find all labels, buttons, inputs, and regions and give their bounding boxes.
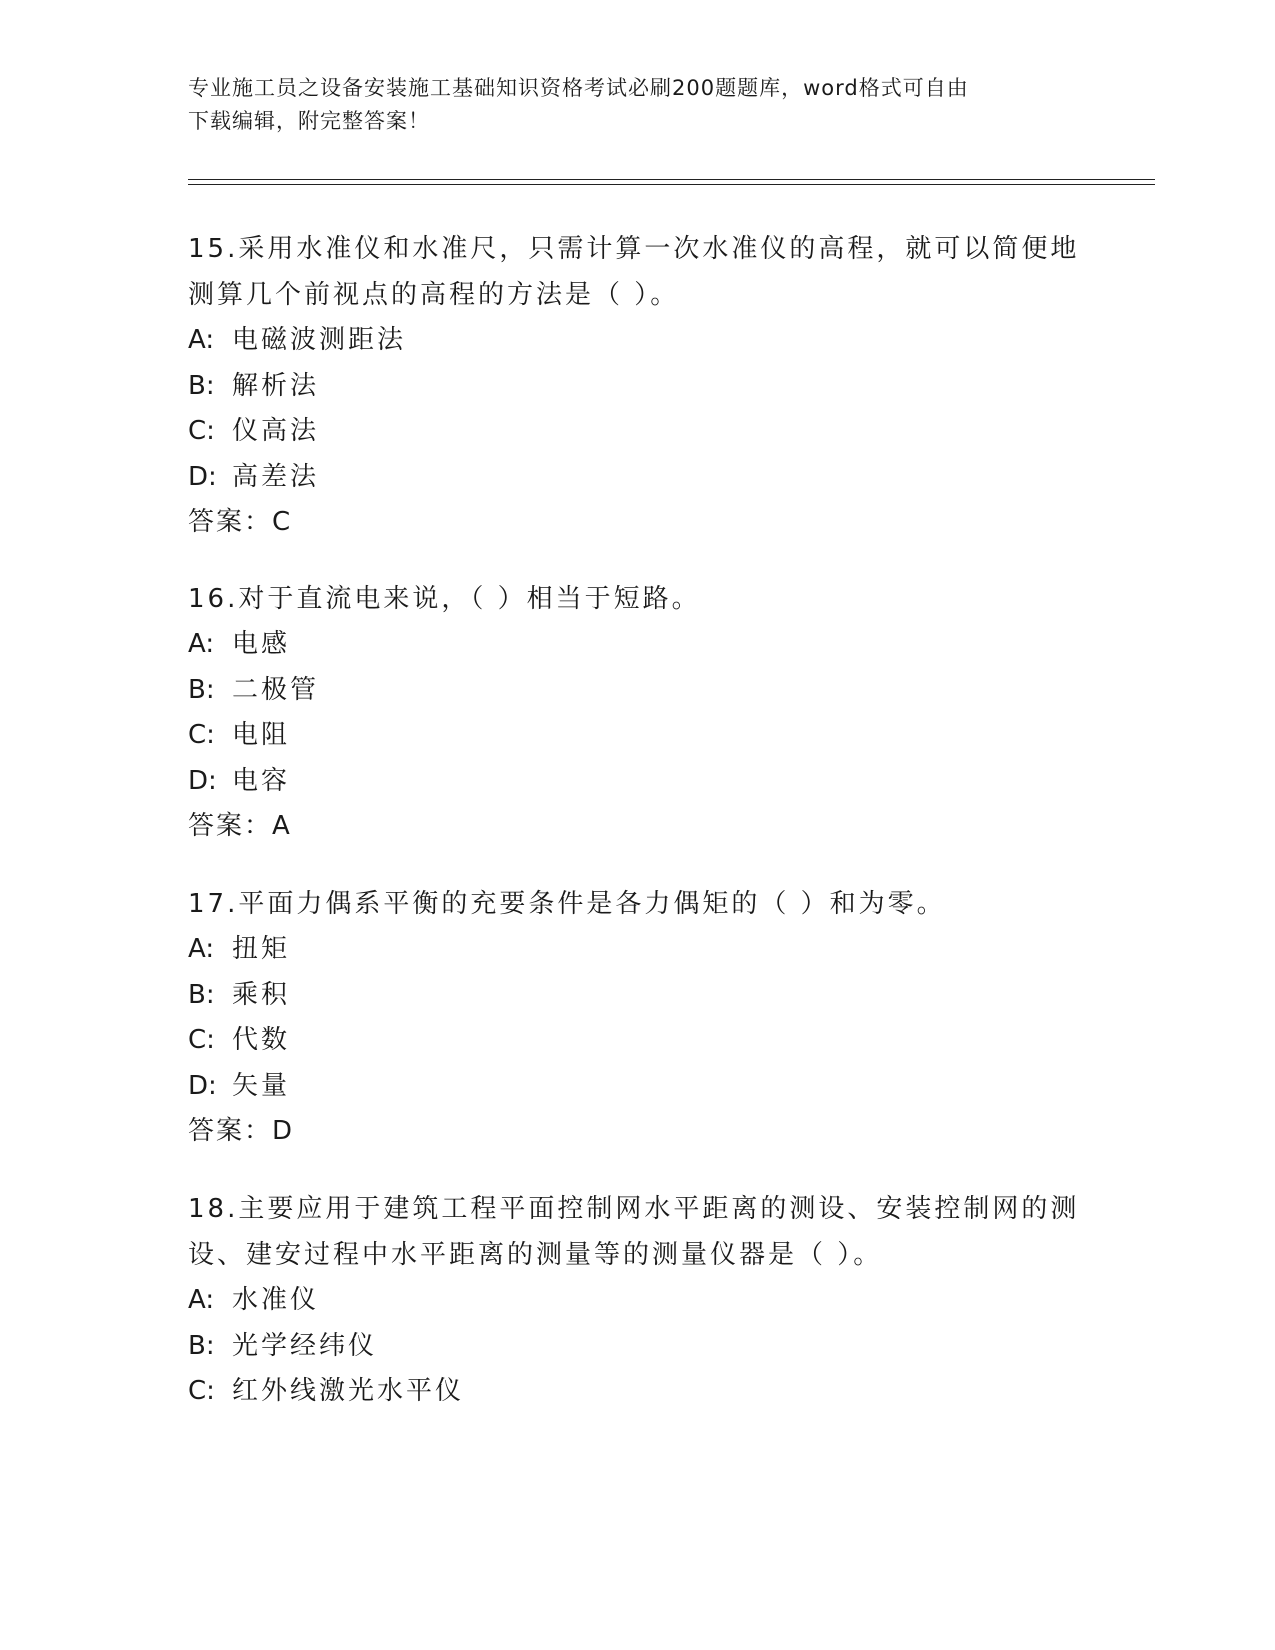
- option-key: D:: [188, 1070, 217, 1101]
- option-c: [188, 1369, 1088, 1415]
- question-15: [188, 226, 1088, 546]
- option-text: 扭矩: [232, 934, 291, 964]
- option-text: 高差法: [232, 461, 320, 492]
- question-stem-line: 设、建安过程中水平距离的测量等的测量仪器是（ ）。: [188, 1240, 883, 1270]
- option-key: A:: [188, 629, 215, 659]
- option-text: 电感: [232, 629, 291, 659]
- header-line-1: 专业施工员之设备安装施工基础知识资格考试必刷200题题库，word格式可自由: [188, 76, 969, 100]
- header-divider-top: [188, 179, 1155, 180]
- question-stem-line: 15.采用水准仪和水准尺，只需计算一次水准仪的高程，就可以简便地: [188, 234, 1080, 264]
- question-17: [188, 881, 1088, 1155]
- option-text: 光学经纬仪: [232, 1330, 378, 1361]
- option-key: A:: [188, 325, 215, 355]
- option-key: C:: [188, 1376, 215, 1406]
- option-text: 电阻: [232, 720, 291, 750]
- option-key: A:: [188, 934, 215, 964]
- answer: 答案：A: [188, 811, 292, 841]
- option-text: 解析法: [232, 370, 320, 401]
- option-key: D:: [188, 461, 217, 492]
- header-line-2: 下载编辑，附完整答案！: [188, 109, 430, 133]
- option-key: C:: [188, 720, 215, 750]
- option-text: 二极管: [232, 674, 320, 705]
- option-text: 红外线激光水平仪: [232, 1376, 465, 1406]
- option-d: [188, 759, 1088, 805]
- question-16: [188, 576, 1088, 850]
- option-text: 电磁波测距法: [232, 325, 407, 355]
- option-key: C:: [188, 1025, 215, 1055]
- question-stem-line: 18.主要应用于建筑工程平面控制网水平距离的测设、安装控制网的测: [188, 1194, 1080, 1224]
- option-a: [188, 622, 1088, 668]
- option-c: [188, 713, 1088, 759]
- option-text: 乘积: [232, 979, 291, 1010]
- option-b: [188, 1324, 1088, 1370]
- option-d: [188, 1064, 1088, 1110]
- option-b: [188, 973, 1088, 1019]
- question-stem-line: 测算几个前视点的高程的方法是（ ）。: [188, 280, 680, 310]
- option-text: 代数: [232, 1025, 291, 1055]
- option-key: D:: [188, 765, 217, 796]
- option-key: B:: [188, 674, 215, 705]
- option-text: 水准仪: [232, 1285, 320, 1315]
- option-c: [188, 409, 1088, 455]
- answer: 答案：C: [188, 507, 293, 537]
- option-key: A:: [188, 1285, 215, 1315]
- option-a: [188, 318, 1088, 364]
- option-key: B:: [188, 979, 215, 1010]
- option-text: 电容: [232, 765, 291, 796]
- option-text: 矢量: [232, 1070, 291, 1101]
- option-d: [188, 455, 1088, 501]
- document-header: [188, 72, 1088, 138]
- question-stem-line: 16.对于直流电来说，（ ）相当于短路。: [188, 584, 701, 614]
- option-key: C:: [188, 416, 215, 446]
- option-b: [188, 364, 1088, 410]
- answer: 答案：D: [188, 1116, 295, 1146]
- option-key: B:: [188, 1330, 215, 1361]
- option-a: [188, 927, 1088, 973]
- option-a: [188, 1278, 1088, 1324]
- option-c: [188, 1018, 1088, 1064]
- option-key: B:: [188, 370, 215, 401]
- option-b: [188, 668, 1088, 714]
- option-text: 仪高法: [232, 416, 320, 446]
- header-divider-bottom: [188, 184, 1155, 185]
- question-stem-line: 17.平面力偶系平衡的充要条件是各力偶矩的（ ）和为零。: [188, 889, 946, 919]
- question-18: [188, 1186, 1088, 1415]
